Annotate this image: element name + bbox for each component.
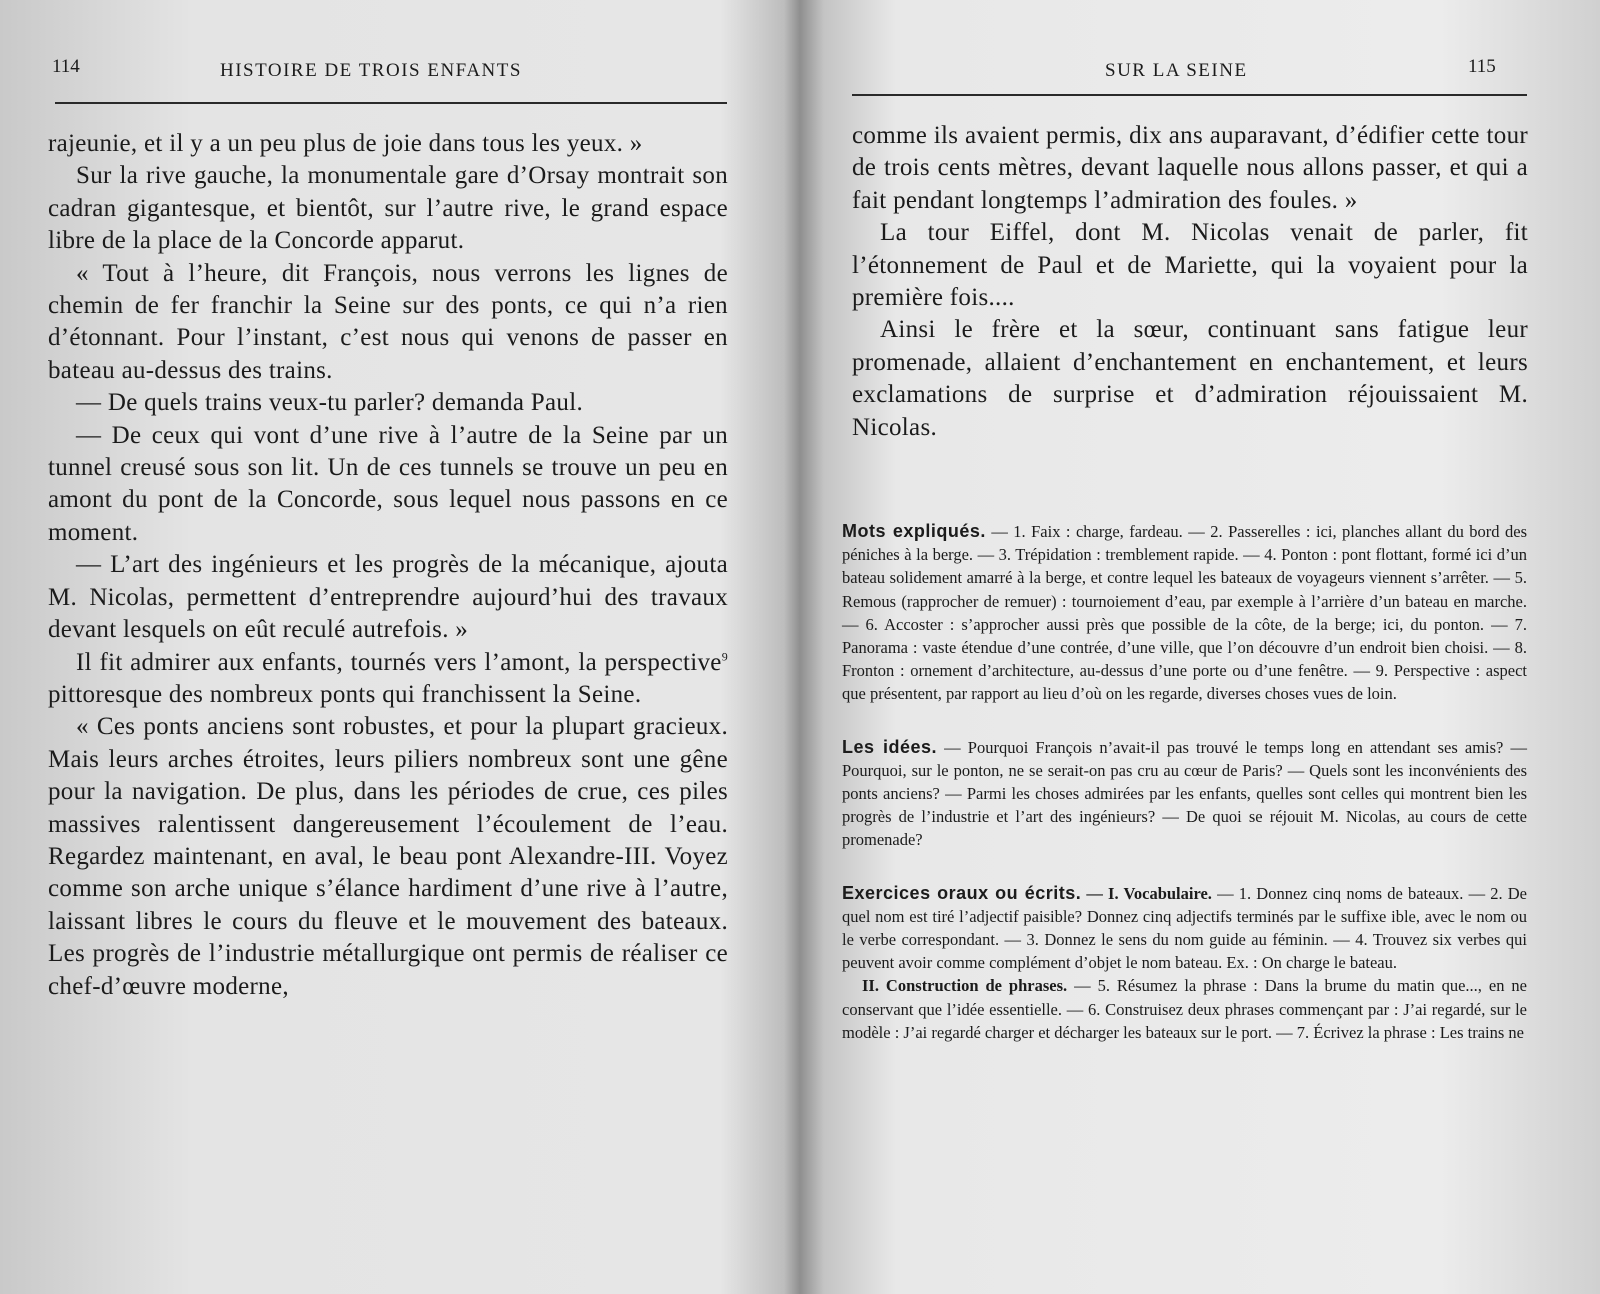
section-heading: Exercices oraux ou écrits. bbox=[842, 882, 1082, 903]
section-text: — 1. Donnez cinq noms de bateaux. — 2. De quel nom est tiré l’adjectif paisible? Donnez cinq adjectifs terminés par le suffixe ible, avec le nom ou le verbe correspondant. — 3. Donnez le sens du nom guide au féminin. — 4. Trouvez six verbes qui peuvent avoir comme complément d’objet le nom bateau. Ex. : On charge le bateau. bbox=[842, 883, 1528, 973]
left-body-text bbox=[48, 128, 728, 1003]
left-header-rule bbox=[55, 102, 727, 104]
paragraph: « Tout à l’heure, dit François, nous verrons les lignes de chemin de fer franchir la Seine sur des ponts, ce qui n’a rien d’étonnant. Pour l’instant, c’est nous qui venons de passer en bateau au-dessus des trains. bbox=[48, 259, 728, 384]
footnote-reference: 9 bbox=[721, 649, 728, 664]
left-page-number: 114 bbox=[52, 56, 80, 77]
paragraph: Ainsi le frère et la sœur, continuant sans fatigue leur promenade, allaient d’enchantement en enchantement, et leurs exclamations de surprise et d’admiration réjouissaient M. Nicolas. bbox=[852, 316, 1528, 441]
paragraph: Sur la rive gauche, la monumentale gare d’Orsay montrait son cadran gigantesque, et bientôt, sur l’autre rive, le grand espace libre de la place de la Concorde apparut. bbox=[48, 162, 728, 255]
les-idees bbox=[842, 736, 1527, 852]
paragraph bbox=[48, 647, 728, 712]
section-text: — 5. Résumez la phrase : Dans la brume du matin que..., en ne conservant que l’idée essentielle. — 6. Construisez deux phrases commençant par : J’ai regardé, sur le modèle : J’ai regardé charger et décharger les bateaux sur le port. — 7. Écrivez la phrase : Les trains ne bbox=[842, 976, 1527, 1042]
exercise-notes bbox=[842, 520, 1527, 1044]
paragraph-text: pittoresque des nombreux ponts qui franchissent la Seine. bbox=[48, 680, 642, 708]
paragraph: — De quels trains veux-tu parler? demanda Paul. bbox=[76, 389, 583, 417]
subsection-heading: — I. Vocabulaire. bbox=[1081, 883, 1212, 903]
mots-expliques bbox=[842, 520, 1527, 706]
right-running-head: SUR LA SEINE bbox=[1105, 60, 1248, 81]
right-page-number: 115 bbox=[1468, 56, 1496, 77]
paragraph: La tour Eiffel, dont M. Nicolas venait de parler, fit l’étonnement de Paul et de Mariette, qui la voyaient pour la première fois.... bbox=[852, 219, 1528, 312]
paragraph: rajeunie, et il y a un peu plus de joie dans tous les yeux. » bbox=[48, 130, 643, 157]
section-text: — Pourquoi François n’avait-il pas trouvé le temps long en attendant ses amis? — Pourquoi, sur le ponton, ne se serait-on pas cru au cœur de Paris? — Quels sont les inconvénients des ponts anciens? — Parmi les choses admirées par les enfants, quelles sont celles qui montrent bien les progrès de l’industrie et l’art des ingénieurs? — De quoi se réjouit M. Nicolas, au cours de cette promenade? bbox=[842, 737, 1527, 850]
subsection-heading: II. Construction de phrases. bbox=[862, 976, 1068, 996]
right-page bbox=[800, 0, 1600, 1294]
paragraph: — De ceux qui vont d’une rive à l’autre de la Seine par un tunnel creusé sous son lit. Un de ces tunnels se trouve un peu en amont du pont de la Concorde, sous lequel nous passons en ce moment. bbox=[48, 421, 728, 546]
exercices bbox=[842, 882, 1527, 975]
paragraph: « Ces ponts anciens sont robustes, et pour la plupart gracieux. Mais leurs arches étroites, leurs piliers nombreux sont une gêne pour la navigation. De plus, dans les périodes de crue, ces piles massives ralentissent dangereusement l’écoulement de l’eau. Regardez maintenant, en aval, le beau pont Alexandre-III. Voyez comme son arche unique s’élance hardiment d’une rive à l’autre, laissant libres le cours du fleuve et le mouvement des bateaux. Les progrès de l’industrie métallurgique ont permis de réaliser ce chef-d’œuvre moderne, bbox=[48, 713, 728, 1000]
paragraph: comme ils avaient permis, dix ans auparavant, d’édifier cette tour de trois cents mètres, devant laquelle nous allons passer, et qui a fait pendant longtemps l’admiration des foules. » bbox=[852, 122, 1528, 214]
section-text: — 1. Faix : charge, fardeau. — 2. Passerelles : ici, planches allant du bord des péniches à la berge. — 3. Trépidation : tremblement rapide. — 4. Ponton : pont flottant, formé ici d’un bateau solidement amarré à la berge, et contre lequel les bateaux de voyageurs viennent s’arrêter. — 5. Remous (rapprocher de remuer) : tournoiement d’eau, par exemple à l’arrière d’un bateau en marche. — 6. Accoster : s’approcher aussi près que possible de la côte, de la berge; ici, du ponton. — 7. Panorama : vaste étendue d’une contrée, d’une ville, que l’on découvre d’un endroit bien choisi. — 8. Fronton : ornement d’architecture, au-dessus d’une porte ou d’une fenêtre. — 9. Perspective : aspect que présentent, par rapport au lieu d’où on les regarde, diverses choses vues de loin. bbox=[842, 522, 1528, 704]
paragraph: — L’art des ingénieurs et les progrès de la mécanique, ajouta M. Nicolas, permettent d’entreprendre aujourd’hui des travaux devant lesquels on eût reculé autrefois. » bbox=[48, 551, 728, 644]
section-heading: Mots expliqués. bbox=[842, 521, 986, 541]
left-page bbox=[0, 0, 790, 1294]
right-body-text bbox=[852, 120, 1528, 444]
paragraph-text: Il fit admirer aux enfants, tournés vers l’amont, la perspective bbox=[76, 648, 722, 676]
left-running-head: HISTOIRE DE TROIS ENFANTS bbox=[220, 60, 522, 81]
exercices-part-2 bbox=[842, 974, 1527, 1044]
right-header-rule bbox=[852, 94, 1527, 96]
section-heading: Les idées. bbox=[842, 736, 938, 757]
